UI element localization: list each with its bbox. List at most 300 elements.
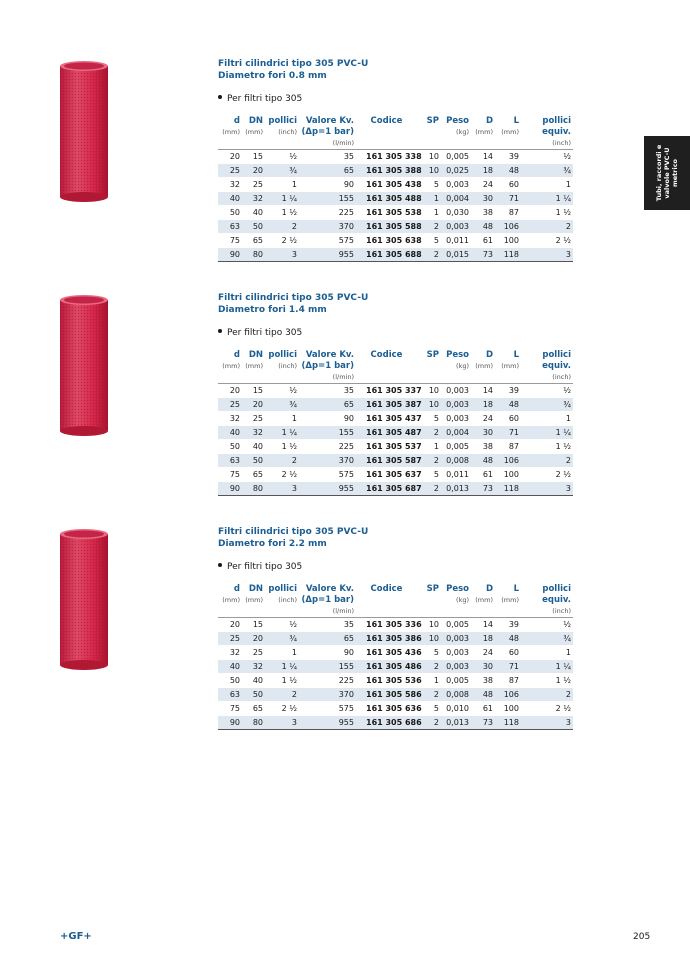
column-unit <box>242 606 265 618</box>
table-cell: 90 <box>218 482 242 496</box>
table-cell: 18 <box>471 398 495 412</box>
table-cell: 161 305 537 <box>356 440 419 454</box>
column-header: Peso <box>446 584 469 594</box>
table-cell: 955 <box>299 482 356 496</box>
table-cell: 5 <box>419 702 441 716</box>
table-cell: 161 305 336 <box>356 618 419 632</box>
table-cell: 0,010 <box>441 702 471 716</box>
column-unit: (kg) <box>456 596 469 604</box>
table-cell: 225 <box>299 440 356 454</box>
table-row <box>218 454 573 468</box>
section-title-line-1: Filtri cilindrici tipo 305 PVC-U <box>218 293 369 303</box>
table-cell: 155 <box>299 426 356 440</box>
table-cell: 32 <box>218 412 242 426</box>
table-cell: 65 <box>242 702 265 716</box>
table-cell: 575 <box>299 468 356 482</box>
column-unit <box>471 606 495 618</box>
column-header: pollici <box>542 584 571 594</box>
table-cell: 161 305 686 <box>356 716 419 730</box>
table-cell: 50 <box>218 206 242 220</box>
table-cell: 50 <box>242 454 265 468</box>
table-cell: 87 <box>495 206 521 220</box>
table-cell: 25 <box>218 632 242 646</box>
table-cell: 1 ½ <box>265 674 299 688</box>
column-unit: (mm) <box>501 596 519 604</box>
table-cell: 161 305 388 <box>356 164 419 178</box>
section-title <box>218 58 368 82</box>
table-cell: 0,005 <box>441 440 471 454</box>
table-cell: 155 <box>299 192 356 206</box>
table-cell: 75 <box>218 702 242 716</box>
table-cell: 40 <box>242 206 265 220</box>
table-cell: 48 <box>495 164 521 178</box>
table-cell: 10 <box>419 632 441 646</box>
column-header: SP <box>426 350 439 360</box>
table-cell: 30 <box>471 426 495 440</box>
table-row <box>218 660 573 674</box>
table-cell: 25 <box>242 178 265 192</box>
table-cell: 60 <box>495 646 521 660</box>
table-cell: 161 305 337 <box>356 384 419 398</box>
table-cell: 2 <box>419 660 441 674</box>
table-cell: ¾ <box>265 632 299 646</box>
table-cell: 25 <box>242 412 265 426</box>
table-cell: 118 <box>495 716 521 730</box>
table-cell: 90 <box>218 716 242 730</box>
table-cell: 10 <box>419 164 441 178</box>
table-cell: 10 <box>419 150 441 164</box>
table-cell: 0,003 <box>441 384 471 398</box>
column-unit <box>495 138 521 150</box>
table-row <box>218 398 573 412</box>
column-header: pollici <box>268 350 297 360</box>
table-cell: 161 305 638 <box>356 234 419 248</box>
section-title-line-2: Diametro fori 1.4 mm <box>218 305 327 315</box>
table-cell: 90 <box>299 412 356 426</box>
table-cell: 5 <box>419 646 441 660</box>
column-unit: (mm) <box>222 362 240 370</box>
table-cell: 50 <box>242 688 265 702</box>
column-unit <box>265 606 299 618</box>
table-row <box>218 632 573 646</box>
column-header: L <box>513 350 519 360</box>
table-cell: 40 <box>218 192 242 206</box>
table-cell: 38 <box>471 206 495 220</box>
table-cell: 32 <box>218 178 242 192</box>
table-cell: 0,003 <box>441 660 471 674</box>
table-cell: 2 ½ <box>265 468 299 482</box>
table-cell: 0,008 <box>441 688 471 702</box>
table-cell: 955 <box>299 716 356 730</box>
table-cell: 2 <box>419 688 441 702</box>
table-cell: 161 305 488 <box>356 192 419 206</box>
table-cell: 0,003 <box>441 178 471 192</box>
section-title-line-2: Diametro fori 2.2 mm <box>218 539 327 549</box>
table-cell: 370 <box>299 454 356 468</box>
column-unit: (mm) <box>245 362 263 370</box>
table-cell: 65 <box>242 468 265 482</box>
table-cell: 161 305 636 <box>356 702 419 716</box>
column-unit: (mm) <box>475 596 493 604</box>
table-cell: 30 <box>471 192 495 206</box>
table-cell: 225 <box>299 206 356 220</box>
column-unit: (mm) <box>501 362 519 370</box>
column-header-line-2: (Δp=1 bar) <box>301 361 354 371</box>
column-unit: (l/min) <box>299 138 356 150</box>
table-cell: 0,005 <box>441 674 471 688</box>
column-unit: (mm) <box>475 362 493 370</box>
table-cell: 24 <box>471 646 495 660</box>
bullet-item <box>218 328 302 338</box>
table-cell: 71 <box>495 192 521 206</box>
bullet-dot-icon <box>218 95 222 99</box>
table-cell: 106 <box>495 688 521 702</box>
column-header: d <box>233 116 240 126</box>
cylindrical-filter-image <box>59 294 109 437</box>
table-cell: 0,011 <box>441 234 471 248</box>
column-header-line-2: (Δp=1 bar) <box>301 595 354 605</box>
table-cell: 65 <box>242 234 265 248</box>
table-cell: 161 305 386 <box>356 632 419 646</box>
table-cell: 63 <box>218 688 242 702</box>
table-cell: 14 <box>471 618 495 632</box>
column-header: d <box>233 350 240 360</box>
table-cell: 3 <box>265 482 299 496</box>
column-unit: (mm) <box>501 128 519 136</box>
bullet-text: Per filtri tipo 305 <box>227 562 303 572</box>
column-header: pollici <box>268 584 297 594</box>
table-cell: 161 305 436 <box>356 646 419 660</box>
table-cell: 90 <box>218 248 242 262</box>
column-unit <box>356 606 419 618</box>
table-cell: 38 <box>471 674 495 688</box>
table-cell: 73 <box>471 482 495 496</box>
spec-table <box>218 584 573 730</box>
column-unit <box>419 372 441 384</box>
table-cell: ½ <box>265 618 299 632</box>
column-unit <box>419 606 441 618</box>
table-cell: 39 <box>495 618 521 632</box>
section-title-line-1: Filtri cilindrici tipo 305 PVC-U <box>218 527 369 537</box>
side-tab-line-3: metrico <box>671 158 679 188</box>
table-cell: 3 <box>521 248 573 262</box>
table-cell: 2 <box>521 220 573 234</box>
table-cell: 370 <box>299 688 356 702</box>
table-cell: 80 <box>242 716 265 730</box>
table-cell: 2 <box>521 688 573 702</box>
column-header-line-2 <box>356 361 419 372</box>
table-cell: 0,003 <box>441 412 471 426</box>
table-cell: 2 <box>419 482 441 496</box>
product-section-1 <box>0 58 690 288</box>
table-cell: 20 <box>242 398 265 412</box>
table-cell: 20 <box>218 618 242 632</box>
table-row <box>218 206 573 220</box>
table-row <box>218 674 573 688</box>
column-header-line-2: (Δp=1 bar) <box>301 127 354 137</box>
side-tab-line-1: Tubi, raccordi e <box>655 144 663 202</box>
table-cell: 1 ½ <box>521 440 573 454</box>
column-header-line-2 <box>356 595 419 606</box>
column-header: L <box>513 584 519 594</box>
table-cell: 2 <box>419 220 441 234</box>
table-cell: 15 <box>242 618 265 632</box>
bullet-text: Per filtri tipo 305 <box>227 328 303 338</box>
column-unit <box>441 606 471 618</box>
table-cell: 5 <box>419 468 441 482</box>
table-row <box>218 440 573 454</box>
column-unit <box>356 372 419 384</box>
column-header: D <box>485 584 493 594</box>
table-cell: 0,008 <box>441 454 471 468</box>
column-header: D <box>485 116 493 126</box>
table-cell: 5 <box>419 234 441 248</box>
table-cell: 61 <box>471 234 495 248</box>
table-cell: 0,013 <box>441 716 471 730</box>
table-cell: ½ <box>521 618 573 632</box>
column-unit <box>242 372 265 384</box>
table-cell: 25 <box>218 164 242 178</box>
table-cell: ¾ <box>521 398 573 412</box>
column-unit: (inch) <box>521 372 573 384</box>
table-cell: 1 ¼ <box>265 426 299 440</box>
column-unit <box>218 372 242 384</box>
table-cell: 0,015 <box>441 248 471 262</box>
column-header: D <box>485 350 493 360</box>
column-unit <box>471 372 495 384</box>
column-unit: (mm) <box>222 596 240 604</box>
table-cell: 1 ¼ <box>521 426 573 440</box>
table-cell: 2 ½ <box>265 702 299 716</box>
table-cell: 18 <box>471 632 495 646</box>
bullet-item <box>218 562 302 572</box>
table-cell: 35 <box>299 384 356 398</box>
table-cell: 0,025 <box>441 164 471 178</box>
table-cell: 575 <box>299 702 356 716</box>
section-title <box>218 526 368 550</box>
table-row <box>218 178 573 192</box>
table-cell: 1 ¼ <box>521 192 573 206</box>
table-cell: 18 <box>471 164 495 178</box>
table-cell: 32 <box>242 192 265 206</box>
spec-table <box>218 350 573 496</box>
bullet-dot-icon <box>218 329 222 333</box>
column-header-line-2 <box>419 361 441 372</box>
side-tab-line-2: valvole PVC-U <box>663 147 671 199</box>
bullet-item <box>218 94 302 104</box>
table-cell: 15 <box>242 384 265 398</box>
table-cell: 25 <box>242 646 265 660</box>
column-header: SP <box>426 584 439 594</box>
table-cell: 3 <box>265 248 299 262</box>
table-cell: 155 <box>299 660 356 674</box>
table-cell: 118 <box>495 482 521 496</box>
table-cell: 40 <box>218 660 242 674</box>
table-cell: 1 ¼ <box>521 660 573 674</box>
table-cell: 1 <box>265 646 299 660</box>
table-cell: 71 <box>495 426 521 440</box>
table-cell: 30 <box>471 660 495 674</box>
table-cell: ½ <box>521 384 573 398</box>
cylindrical-filter-image <box>59 60 109 203</box>
table-cell: 955 <box>299 248 356 262</box>
column-unit: (inch) <box>278 596 297 604</box>
table-cell: 24 <box>471 178 495 192</box>
table-cell: 100 <box>495 234 521 248</box>
table-cell: 161 305 538 <box>356 206 419 220</box>
table-row <box>218 716 573 730</box>
column-header: L <box>513 116 519 126</box>
table-cell: 48 <box>471 454 495 468</box>
table-cell: 1 ¼ <box>265 192 299 206</box>
column-header: Valore Kv. <box>305 350 354 360</box>
table-cell: 71 <box>495 660 521 674</box>
column-header: Valore Kv. <box>305 116 354 126</box>
table-row <box>218 220 573 234</box>
table-cell: 1 ¼ <box>265 660 299 674</box>
table-cell: 161 305 486 <box>356 660 419 674</box>
table-cell: 1 ½ <box>521 674 573 688</box>
column-unit: (inch) <box>521 138 573 150</box>
table-cell: 14 <box>471 150 495 164</box>
table-cell: 15 <box>242 150 265 164</box>
table-cell: 0,003 <box>441 632 471 646</box>
table-cell: 20 <box>218 150 242 164</box>
table-cell: 20 <box>218 384 242 398</box>
table-cell: 1 ½ <box>265 206 299 220</box>
table-cell: 161 305 687 <box>356 482 419 496</box>
column-header: DN <box>248 584 263 594</box>
table-cell: 0,005 <box>441 150 471 164</box>
spec-table <box>218 116 573 262</box>
table-row <box>218 384 573 398</box>
table-cell: 87 <box>495 440 521 454</box>
table-cell: 2 ½ <box>521 468 573 482</box>
table-cell: 100 <box>495 468 521 482</box>
table-cell: 0,004 <box>441 192 471 206</box>
table-row <box>218 150 573 164</box>
table-cell: 60 <box>495 412 521 426</box>
table-cell: 40 <box>242 440 265 454</box>
column-unit <box>218 606 242 618</box>
product-section-2 <box>0 292 690 522</box>
column-header-line-2 <box>419 127 441 138</box>
column-unit: (inch) <box>278 128 297 136</box>
column-header: Codice <box>370 116 403 126</box>
table-cell: 10 <box>419 618 441 632</box>
bullet-dot-icon <box>218 563 222 567</box>
column-unit <box>356 138 419 150</box>
table-cell: 1 <box>265 178 299 192</box>
column-unit <box>495 372 521 384</box>
table-cell: 161 305 637 <box>356 468 419 482</box>
page-number: 205 <box>633 932 651 942</box>
table-cell: ¾ <box>265 398 299 412</box>
table-cell: 65 <box>299 632 356 646</box>
table-cell: 161 305 586 <box>356 688 419 702</box>
section-title-line-1: Filtri cilindrici tipo 305 PVC-U <box>218 59 369 69</box>
table-cell: 2 ½ <box>265 234 299 248</box>
table-cell: 118 <box>495 248 521 262</box>
column-header: pollici <box>542 350 571 360</box>
table-cell: 0,003 <box>441 646 471 660</box>
column-unit: (mm) <box>245 596 263 604</box>
table-cell: 1 <box>419 192 441 206</box>
table-row <box>218 468 573 482</box>
table-cell: 10 <box>419 384 441 398</box>
table-cell: 5 <box>419 412 441 426</box>
table-cell: 90 <box>299 646 356 660</box>
table-cell: 24 <box>471 412 495 426</box>
column-header-line-2: equiv. <box>542 361 571 371</box>
table-cell: 161 305 438 <box>356 178 419 192</box>
table-cell: 2 ½ <box>521 234 573 248</box>
table-cell: 161 305 437 <box>356 412 419 426</box>
column-header: pollici <box>542 116 571 126</box>
table-cell: 60 <box>495 178 521 192</box>
table-cell: 2 <box>419 454 441 468</box>
column-unit: (inch) <box>278 362 297 370</box>
table-cell: 1 ½ <box>265 440 299 454</box>
table-cell: 1 <box>265 412 299 426</box>
table-row <box>218 688 573 702</box>
table-cell: 2 <box>419 248 441 262</box>
table-cell: 5 <box>419 178 441 192</box>
column-header: Valore Kv. <box>305 584 354 594</box>
table-cell: 161 305 487 <box>356 426 419 440</box>
table-cell: 73 <box>471 716 495 730</box>
column-header: Peso <box>446 116 469 126</box>
table-cell: 48 <box>495 398 521 412</box>
table-row <box>218 248 573 262</box>
table-cell: 20 <box>242 164 265 178</box>
table-cell: 48 <box>495 632 521 646</box>
table-cell: 38 <box>471 440 495 454</box>
column-header-line-2 <box>356 127 419 138</box>
column-unit <box>441 138 471 150</box>
table-cell: 48 <box>471 688 495 702</box>
table-cell: 1 <box>521 412 573 426</box>
column-unit: (mm) <box>245 128 263 136</box>
table-cell: 35 <box>299 150 356 164</box>
column-unit <box>419 138 441 150</box>
column-unit <box>265 372 299 384</box>
table-cell: 90 <box>299 178 356 192</box>
bullet-text: Per filtri tipo 305 <box>227 94 303 104</box>
table-cell: 25 <box>218 398 242 412</box>
table-cell: 32 <box>242 426 265 440</box>
table-cell: 75 <box>218 468 242 482</box>
column-header-line-2 <box>419 595 441 606</box>
column-unit <box>471 138 495 150</box>
column-header: Peso <box>446 350 469 360</box>
table-cell: 65 <box>299 164 356 178</box>
table-cell: 50 <box>218 674 242 688</box>
table-cell: 32 <box>218 646 242 660</box>
table-cell: 3 <box>521 482 573 496</box>
table-cell: 3 <box>265 716 299 730</box>
table-cell: 106 <box>495 220 521 234</box>
table-cell: 2 <box>521 454 573 468</box>
table-cell: 0,005 <box>441 618 471 632</box>
column-header: Codice <box>370 350 403 360</box>
table-cell: 1 <box>521 646 573 660</box>
column-header: DN <box>248 116 263 126</box>
table-cell: 35 <box>299 618 356 632</box>
column-unit: (mm) <box>475 128 493 136</box>
table-cell: 2 <box>265 454 299 468</box>
table-cell: 575 <box>299 234 356 248</box>
